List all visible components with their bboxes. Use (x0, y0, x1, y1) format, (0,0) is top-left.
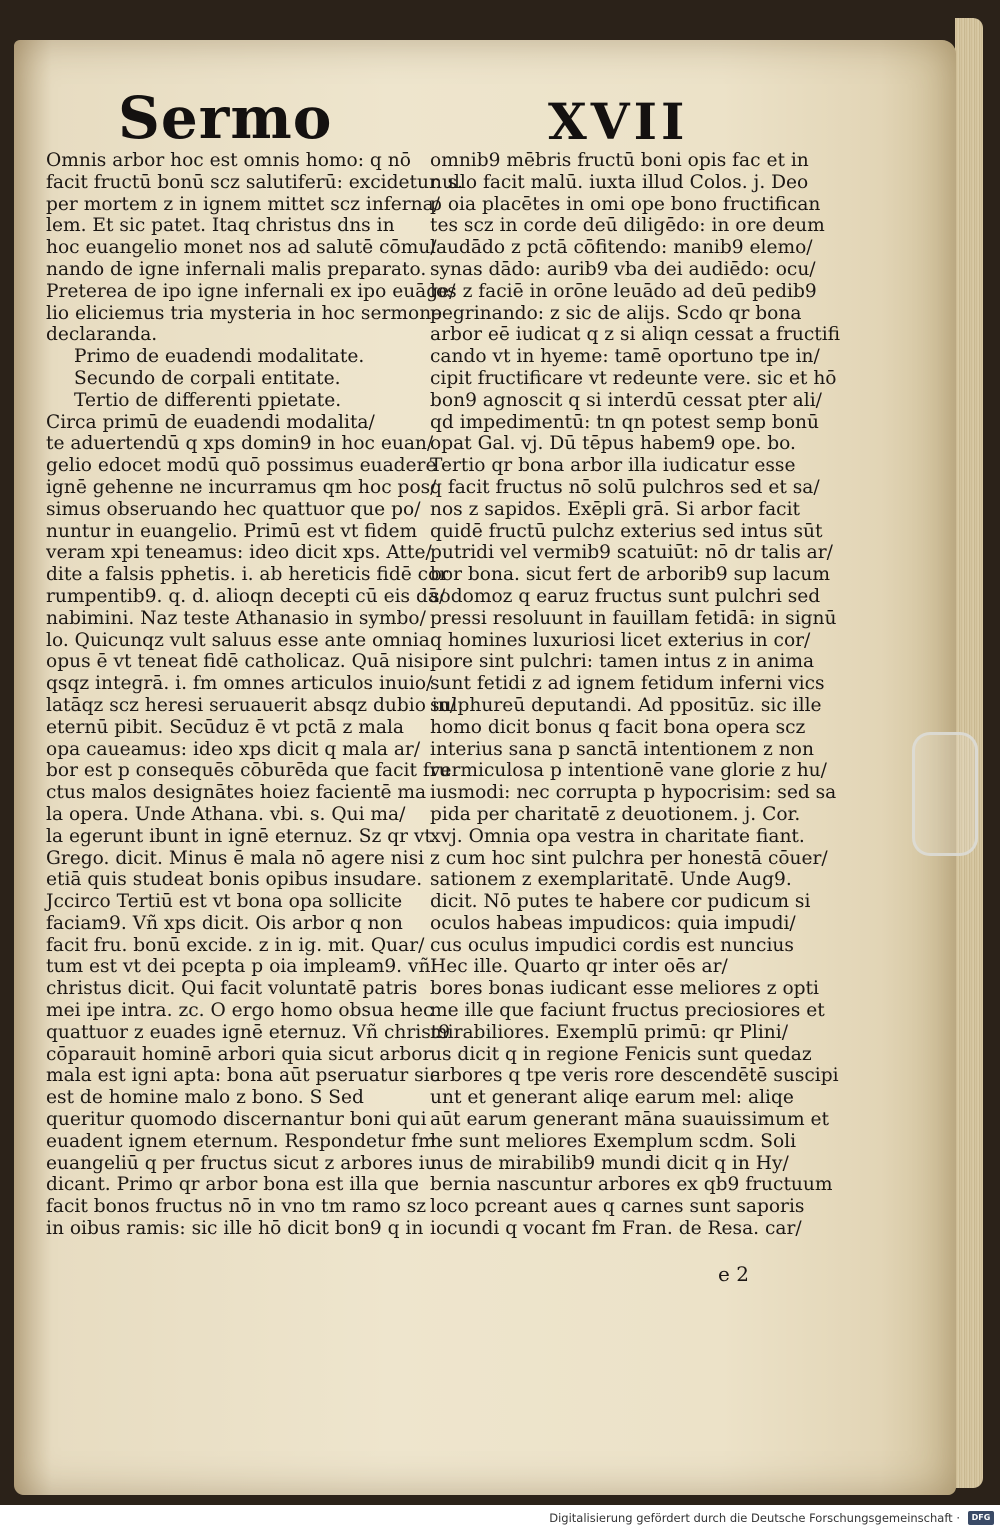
text-line: tum est vt dei pcepta p oia impleam9. vñ (46, 956, 431, 978)
text-line: est de homine malo z bono. S Sed (46, 1087, 364, 1109)
text-line: q facit fructus nō solū pulchros sed et sa/ (430, 476, 820, 498)
text-line: opat Gal. vj. Dū tēpus habem9 ope. bo. (430, 433, 796, 455)
text-column-right (430, 150, 841, 1240)
text-line: arbor eē iudicat q z si aliqn cessat a fructifi (430, 324, 841, 346)
text-line: bores bonas iudicant esse meliores z opti (430, 978, 819, 1000)
text-line: lem. Et sic patet. Itaq christus dns in (46, 215, 395, 237)
text-line: bor est p consequēs cōburēda que facit fru (46, 760, 451, 782)
text-line: ignē gehenne ne incurramus qm hoc pos/ (46, 476, 437, 498)
text-line: declaranda. (46, 324, 158, 346)
text-line: cus oculus impudici cordis est nuncius (430, 934, 794, 956)
text-line: omnib9 mēbris fructū boni opis fac et in (430, 150, 809, 171)
page-clip (912, 732, 978, 856)
text-line: facit fructū bonū scz salutiferū: excidetur. s. (46, 171, 464, 193)
text-line: Preterea de ipo igne infernali ex ipo euāge/ (46, 280, 456, 302)
text-line: los z faciē in orōne leuādo ad deū pedib9 (430, 280, 817, 302)
text-line: pressi resoluunt in fauillam fetidā: in signū (430, 607, 837, 629)
text-line: dicant. Primo qr arbor bona est illa que (46, 1174, 419, 1196)
text-line: pegrinando: z sic de alijs. Scdo qr bona (430, 302, 802, 324)
text-line: facit fru. bonū excide. z in ig. mit. Quar/ (46, 934, 425, 956)
text-line: unt et generant aliqe earum mel: aliqe (430, 1087, 794, 1109)
text-line: opus ē vt teneat fidē catholicaz. Quā nisi (46, 651, 430, 673)
text-line: in oibus ramis: sic ille hō dicit bon9 q in (46, 1218, 424, 1240)
text-line: Omnis arbor hoc est omnis homo: q nō (46, 150, 411, 171)
text-line: p oia placētes in omi ope bono fructifican (430, 193, 821, 215)
text-line: christus dicit. Qui facit voluntatē patris (46, 978, 418, 1000)
text-line: la egerunt ibunt in ignē eternuz. Sz qr vt (46, 825, 432, 847)
signature-mark: e 2 (718, 1262, 749, 1286)
text-line: nullo facit malū. iuxta illud Colos. j. Deo (430, 171, 809, 193)
text-line: quattuor z euades ignē eternuz. Vñ christ9 (46, 1021, 451, 1043)
text-line: aūt earum generant māna suauissimum et (430, 1109, 830, 1131)
text-line: homo dicit bonus q facit bona opera scz (430, 716, 806, 738)
text-line: Tertio qr bona arbor illa iudicatur esse (430, 455, 796, 477)
text-line: mirabiliores. Exemplū primū: qr Plini/ (430, 1021, 788, 1043)
text-line: pore sint pulchri: tamen intus z in anima (430, 651, 815, 673)
text-line: cōparauit hominē arbori quia sicut arbor (46, 1043, 432, 1065)
text-line: Primo de euadendi modalitate. (74, 346, 365, 368)
text-line: simus obseruando hec quattuor que po/ (46, 498, 421, 520)
text-line: quidē fructū pulchz exterius sed intus sūt (430, 520, 823, 542)
text-line: gelio edocet modū quō possimus euadere (46, 455, 437, 477)
text-line: loco pcreant aues q carnes sunt saporis (430, 1196, 805, 1218)
text-line: eternū pibit. Secūduz ē vt pctā z mala (46, 716, 404, 738)
text-line: dite a falsis pphetis. i. ab hereticis fidē cor (46, 564, 449, 586)
text-line: faciam9. Vñ xps dicit. Ois arbor q non (46, 912, 403, 934)
text-line: cipit fructificare vt redeunte vere. sic et hō (430, 367, 837, 389)
text-line: ctus malos designātes hoiez facientē ma (46, 782, 427, 804)
text-line: mei ipe intra. zc. O ergo homo obsua hec (46, 1000, 434, 1022)
text-line: te aduertendū q xps domin9 in hoc euan/ (46, 433, 434, 455)
text-column-left (46, 150, 464, 1240)
text-line: dicit. Nō putes te habere cor pudicum si (430, 891, 811, 913)
text-line: xvj. Omnia opa vestra in charitate fiant. (430, 825, 805, 847)
text-line: tes scz in corde deū diligēdo: in ore deum (430, 215, 825, 237)
text-line: putridi vel vermib9 scatuiūt: nō dr talis ar/ (430, 542, 833, 564)
text-line: synas dādo: aurib9 vba dei audiēdo: ocu/ (430, 258, 816, 280)
running-header (0, 76, 1000, 156)
text-line: euadent ignem eternum. Respondetur fm (46, 1130, 436, 1152)
text-line: laudādo z pctā cōfitendo: manib9 elemo/ (430, 237, 813, 259)
text-line: qd impedimentū: tn qn potest semp bonū (430, 411, 819, 433)
text-line: nus de mirabilib9 mundi dicit q in Hy/ (430, 1152, 789, 1174)
text-line: veram xpi teneamus: ideo dicit xps. Atte/ (46, 542, 432, 564)
text-line: arbores q tpe veris rore descendētē suscipi (430, 1065, 839, 1087)
text-line: Grego. dicit. Minus ē mala nō agere nisi (46, 847, 425, 869)
text-line: bon9 agnoscit q si interdū cessat pter ali/ (430, 389, 822, 411)
text-line: iusmodi: nec corrupta p hypocrisim: sed sa (430, 782, 837, 804)
text-line: latāqz scz heresi seruauerit absqz dubio in/ (46, 694, 456, 716)
text-line: la opera. Unde Athana. vbi. s. Qui ma/ (46, 803, 406, 825)
text-line: pida per charitatē z deuotionem. j. Cor. (430, 803, 801, 825)
text-line: hoc euangelio monet nos ad salutē cōmu/ (46, 237, 437, 259)
text-line: oculos habeas impudicos: quia impudi/ (430, 912, 796, 934)
text-line: facit bonos fructus nō in vno tm ramo sz (46, 1196, 427, 1218)
text-line: opa caueamus: ideo xps dicit q mala ar/ (46, 738, 421, 760)
running-title-left: Sermo (118, 84, 333, 152)
text-line: vermiculosa p intentionē vane glorie z hu/ (430, 760, 827, 782)
text-line: sunt fetidi z ad ignem fetidum inferni vics (430, 673, 825, 695)
text-line: lo. Quicunqz vult saluus esse ante omnia (46, 629, 430, 651)
text-line: Hec ille. Quarto qr inter oēs ar/ (430, 956, 728, 978)
text-line: mala est igni apta: bona aūt pseruatur sic (46, 1065, 441, 1087)
text-line: sodomoz q earuz fructus sunt pulchri sed (430, 585, 821, 607)
text-line: Secundo de corpali entitate. (74, 367, 341, 389)
text-line: us dicit q in regione Fenicis sunt quedaz (430, 1043, 812, 1065)
dfg-logo: DFG (968, 1511, 994, 1525)
text-line: bor bona. sicut fert de arborib9 sup lacum (430, 564, 831, 586)
text-line: queritur quomodo discernantur boni qui (46, 1109, 427, 1131)
text-line: cando vt in hyeme: tamē oportuno tpe in/ (430, 346, 820, 368)
text-line: iocundi q vocant fm Fran. de Resa. car/ (430, 1218, 802, 1240)
text-line: he sunt meliores Exemplum scdm. Soli (430, 1130, 797, 1152)
text-line: bernia nascuntur arbores ex qb9 fructuum (430, 1174, 833, 1196)
text-line: etiā quis studeat bonis opibus insudare. (46, 869, 423, 891)
text-line: interius sana p sanctā intentionem z non (430, 738, 814, 760)
text-line: qsqz integrā. i. fm omnes articulos inuio/ (46, 673, 433, 695)
text-line: sationem z exemplaritatē. Unde Aug9. (430, 869, 792, 891)
text-line: nos z sapidos. Exēpli grā. Si arbor facit (430, 498, 800, 520)
text-line: lio eliciemus tria mysteria in hoc sermone (46, 302, 443, 324)
text-line: sulphureū deputandi. Ad ppositūz. sic ille (430, 694, 822, 716)
text-line: z cum hoc sint pulchra per honestā cōuer/ (430, 847, 828, 869)
footer-credit: Digitalisierung gefördert durch die Deutsche Forschungsgemeinschaft · (549, 1511, 960, 1525)
text-line: nuntur in euangelio. Primū est vt fidem (46, 520, 418, 542)
running-title-right: XVII (548, 92, 689, 151)
text-line: euangeliū q per fructus sicut z arbores iu (46, 1152, 437, 1174)
footer-bar (0, 1505, 1000, 1531)
text-line: q homines luxuriosi licet exterius in cor/ (430, 629, 811, 651)
text-line: me ille que faciunt fructus preciosiores et (430, 1000, 825, 1022)
text-line: Tertio de differenti ppietate. (74, 389, 342, 411)
text-line: Circa primū de euadendi modalita/ (46, 411, 375, 433)
text-line: nabimini. Naz teste Athanasio in symbo/ (46, 607, 426, 629)
text-line: rumpentib9. q. d. alioqn decepti cū eis dā/ (46, 585, 446, 607)
text-line: per mortem z in ignem mittet scz inferna/ (46, 193, 440, 215)
text-line: Jccirco Tertiū est vt bona opa sollicite (46, 891, 403, 913)
text-line: nando de igne infernali malis preparato. (46, 258, 427, 280)
